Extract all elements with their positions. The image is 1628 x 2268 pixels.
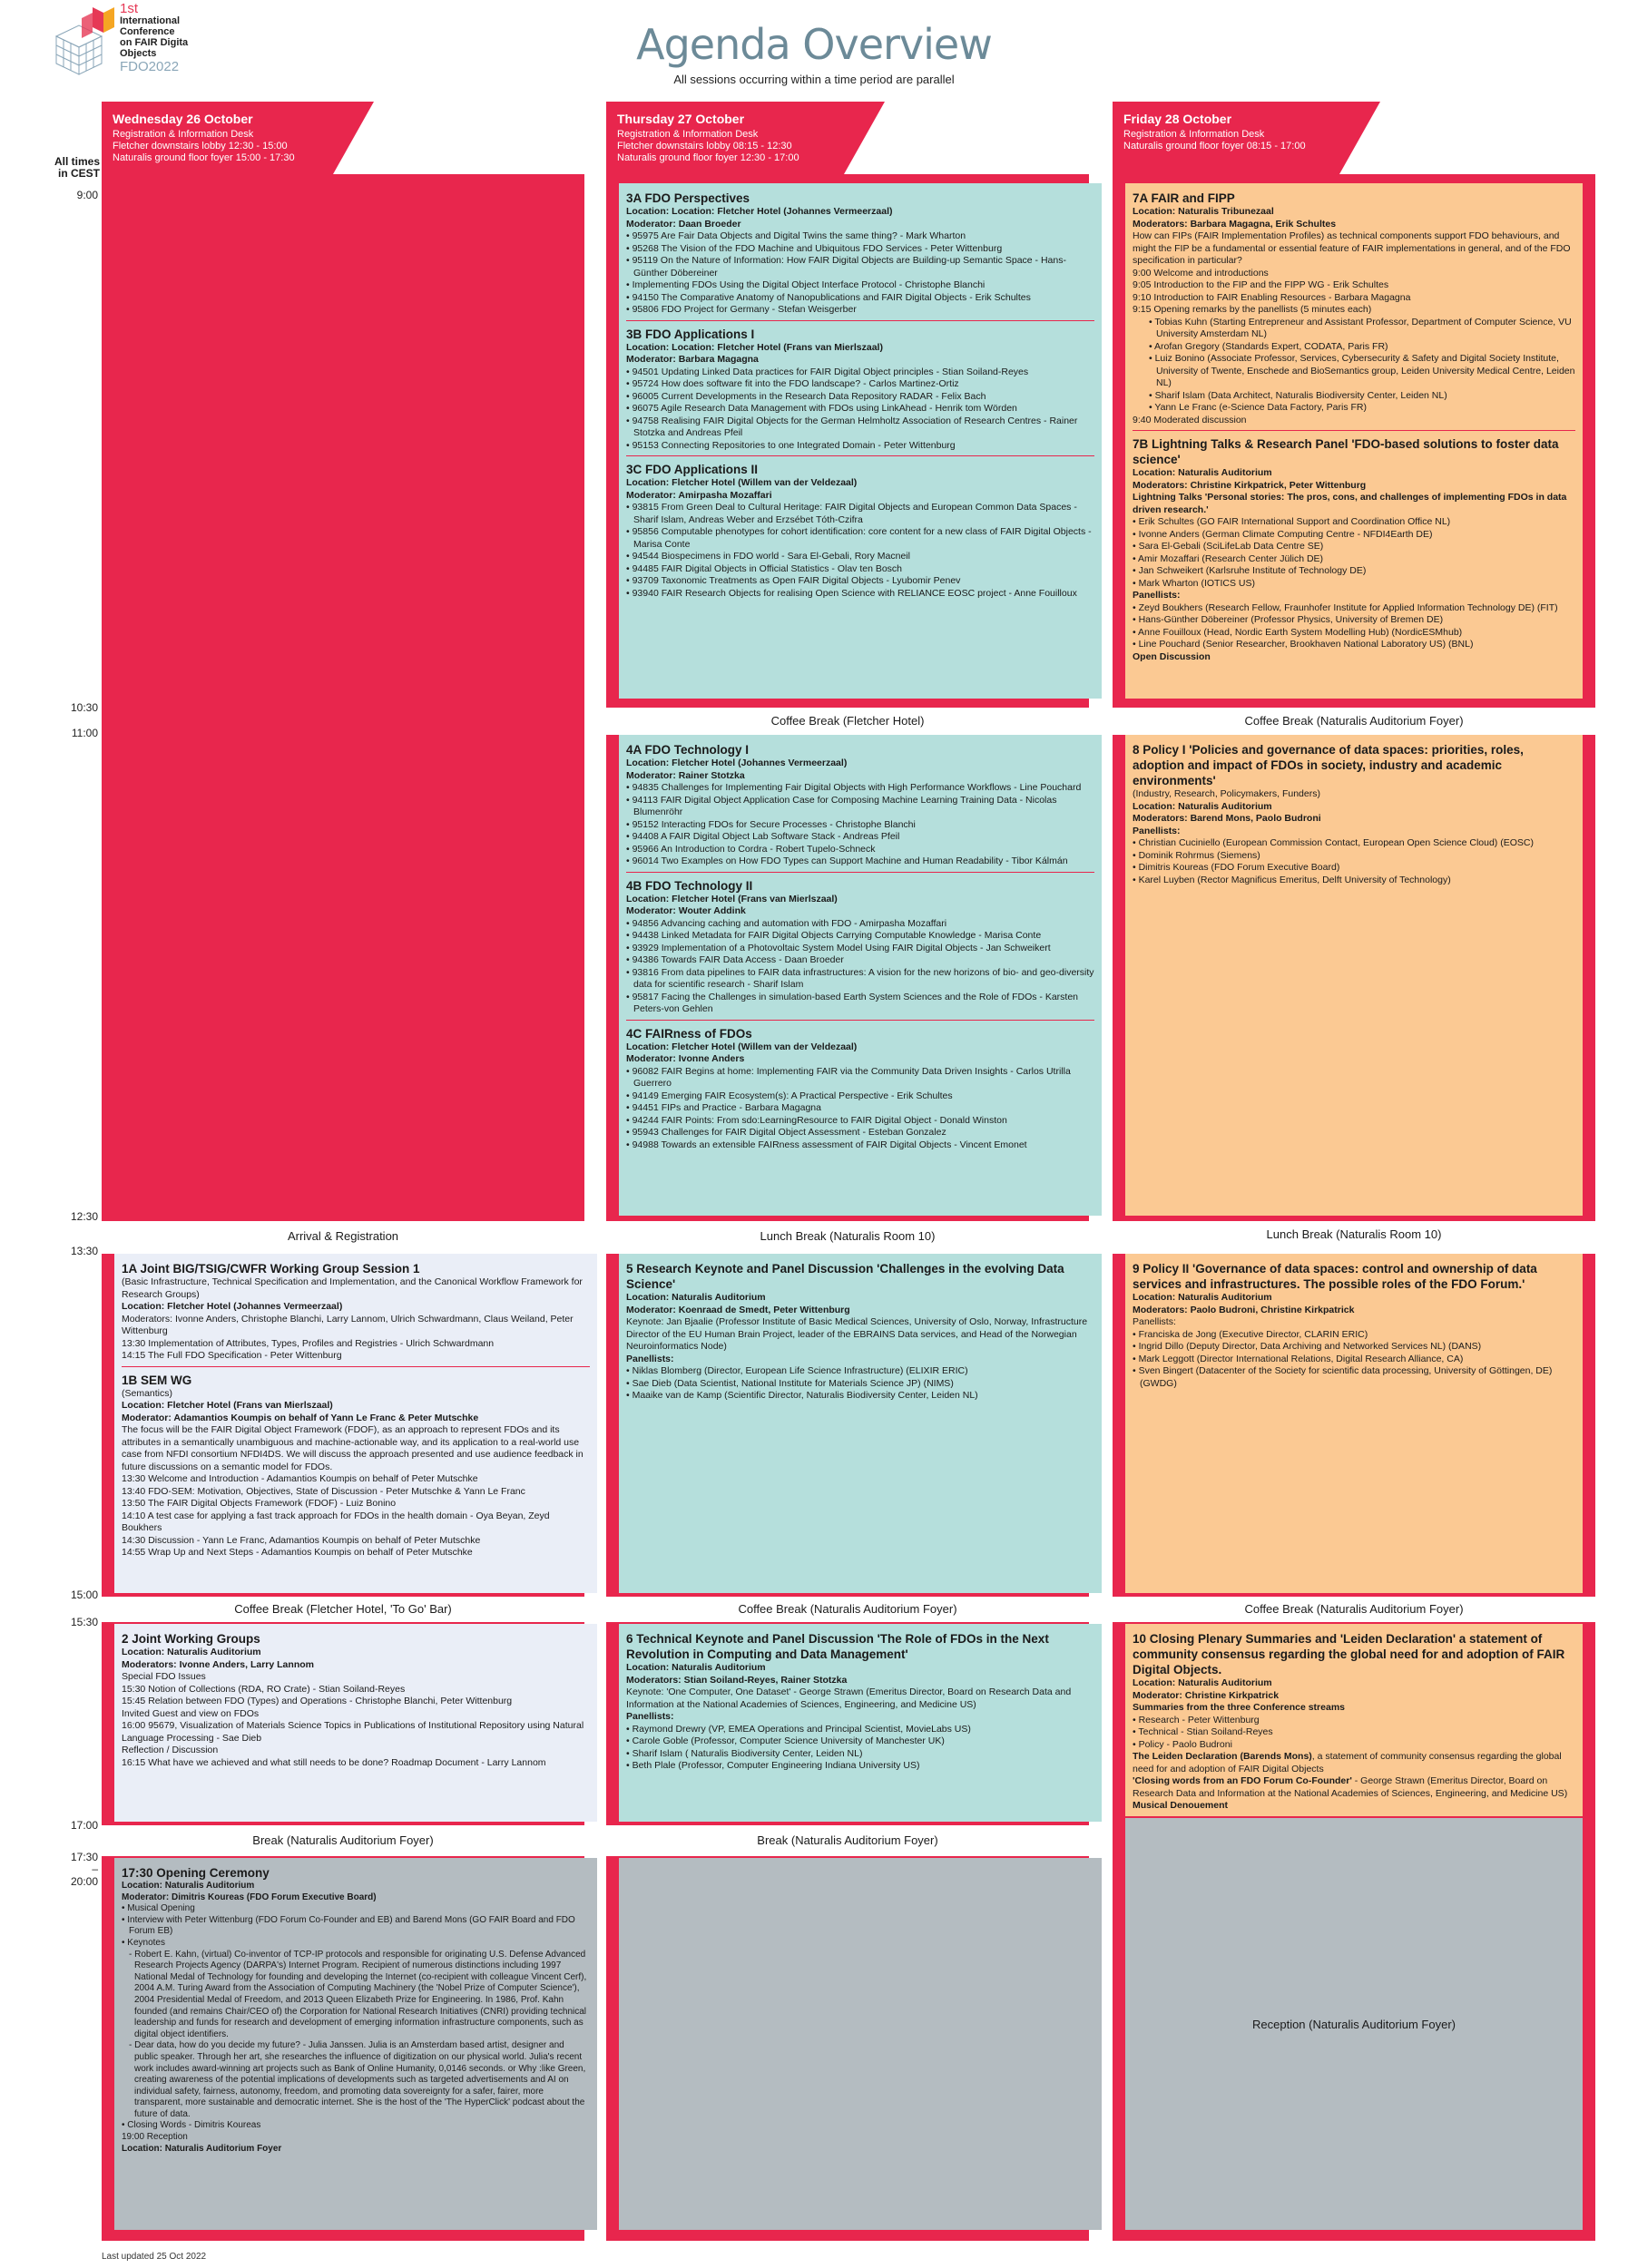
- talk-item: • 95119 On the Nature of Information: How FAIR Digital Objects are Building-up Semantic Space - Hans-Günther Döbereiner: [626, 255, 1094, 279]
- panellist-item: • Mark Leggott (Director International Relations, Digital Research Alliance, CA): [1133, 1354, 1575, 1366]
- panellist-item: • Tobias Kuhn (Starting Entrepreneur and Assistant Professor, Department of Computer Science, VU University Amsterdam NL): [1133, 317, 1575, 341]
- panellists-label: Panellists:: [1133, 1316, 1176, 1327]
- break-coffee-fri-am: Coffee Break (Naturalis Auditorium Foyer): [1113, 708, 1595, 735]
- day-info-line: Registration & Information Desk: [1123, 129, 1265, 140]
- session-block-8: [1125, 735, 1583, 1216]
- session-opening-ceremony: [122, 1865, 590, 2155]
- leiden-declaration: [1133, 1751, 1575, 1775]
- day-info-line: Fletcher downstairs lobby 08:15 - 12:30: [617, 141, 792, 152]
- time-0900: 9:00: [76, 189, 98, 201]
- agenda-line: 14:10 A test case for applying a fast track approach for FDOs in the health domain - Oya Beyan, Zeyd Boukhers: [122, 1510, 550, 1533]
- speaker-item: • Jan Schweikert (Karlsruhe Institute of Technology DE): [1133, 565, 1575, 578]
- agenda-line: Open Discussion: [1133, 650, 1211, 662]
- header-notch: [1339, 102, 1595, 174]
- talk-item: • 95153 Connecting Repositories to one Integrated Domain - Peter Wittenburg: [626, 440, 1094, 453]
- session-block-10: [1125, 1624, 1583, 1816]
- session-location: Location: Fletcher Hotel (Willem van der Veldezaal): [626, 1041, 858, 1052]
- session-intro: How can FIPs (FAIR Implementation Profiles) as technical components support FDO behaviours, and might the FIP be a fundamental or essential feature of FAIR implementations in general, and of the FDO specification in particular?: [1133, 230, 1571, 266]
- leiden-declaration-title: The Leiden Declaration (Barends Mons): [1133, 1751, 1312, 1762]
- session-moderator: Moderator: Daan Broeder: [626, 218, 741, 230]
- panellist-item: • Karel Luyben (Rector Magnificus Emeritus, Delft University of Technology): [1133, 875, 1575, 887]
- session-block-9: [1125, 1254, 1583, 1593]
- panellist-item: • Anne Fouilloux (Head, Nordic Earth System Modelling Hub) (NordicESMhub): [1133, 627, 1575, 640]
- agenda-line: 16:00 95679, Visualization of Materials Science Topics in Publications of Institutional Repository using Natural Language Processing - Sae Dieb: [122, 1720, 584, 1744]
- time-1530: 15:30: [70, 1616, 98, 1628]
- session-block-2: [114, 1624, 597, 1822]
- panellists-label: Panellists:: [626, 1353, 674, 1364]
- panellist-item: • Sharif Islam ( Naturalis Biodiversity Center, Leiden NL): [626, 1748, 1094, 1761]
- header-notch: [844, 102, 1089, 174]
- session-block-3abc: [619, 183, 1102, 699]
- session-title: 10 Closing Plenary Summaries and 'Leiden Declaration' a statement of community consensus regarding the global need for and adoption of FAIR Digital Objects.: [1133, 1632, 1565, 1677]
- talk-item: • 94113 FAIR Digital Object Application Case for Composing Machine Learning Training Data - Nicolas Blumenröhr: [626, 795, 1094, 819]
- session-block-opening: [114, 1858, 597, 2230]
- session-moderator: Moderators: Barbara Magagna, Erik Schultes: [1133, 218, 1337, 230]
- session-title: 4C FAIRness of FDOs: [626, 1026, 752, 1041]
- panellist-item: • Line Pouchard (Senior Researcher, Brookhaven National Laboratory US) (BNL): [1133, 639, 1575, 651]
- summary-item: • Technical - Stian Soiland-Reyes: [1133, 1726, 1575, 1739]
- talk-item: • 94501 Updating Linked Data practices for FAIR Digital Object principles - Stian Soiland-Reyes: [626, 367, 1094, 379]
- time-1100: 11:00: [71, 727, 98, 739]
- session-title: 7B Lightning Talks & Research Panel 'FDO-based solutions to foster data science': [1133, 437, 1559, 466]
- session-title: 8 Policy I 'Policies and governance of data spaces: priorities, roles, adoption and impact of FDOs in society, industry and academic environments': [1133, 743, 1524, 787]
- panellist-item: • Niklas Blomberg (Director, European Life Science Infrastructure) (ELIXIR ERIC): [626, 1365, 1094, 1378]
- summary-item: • Research - Peter Wittenburg: [1133, 1715, 1575, 1727]
- speaker-item: • Ivonne Anders (German Climate Computing Centre - NFDI4Earth DE): [1133, 529, 1575, 542]
- session-location: Location: Location: Fletcher Hotel (Johannes Vermeerzaal): [626, 206, 893, 217]
- session-keynote: Keynote: 'One Computer, One Dataset' - George Strawn (Emeritus Director, Board on Research Data and Information at the National Academies of Sciences, Engineering, and Medicine US): [626, 1686, 1072, 1710]
- panellist-item: • Franciska de Jong (Executive Director, CLARIN ERIC): [1133, 1329, 1575, 1342]
- session-moderators: Moderators: Ivonne Anders, Christophe Blanchi, Larry Lannom, Ulrich Schwardmann, Claus Weiland, Peter Wittenburg: [122, 1313, 574, 1336]
- time-2000: 20:00: [70, 1875, 98, 1888]
- day-info-line: Registration & Information Desk: [113, 129, 254, 140]
- agenda-item: • Musical Opening: [122, 1903, 590, 1915]
- session-moderator: Moderator: Koenraad de Smedt, Peter Wittenburg: [626, 1304, 850, 1315]
- speaker-item: • Erik Schultes (GO FAIR International Support and Coordination Office NL): [1133, 516, 1575, 529]
- day-title: Wednesday 26 October: [113, 112, 253, 126]
- speaker-item: • Amir Mozaffari (Research Center Jülich DE): [1133, 553, 1575, 566]
- break-thu-evening: Break (Naturalis Auditorium Foyer): [606, 1825, 1089, 1856]
- session-title: 2 Joint Working Groups: [122, 1632, 260, 1646]
- talk-item: • 93815 From Green Deal to Cultural Heritage: FAIR Digital Objects and European Common Data Spaces - Sharif Islam, Andreas Weber and Erzsébet Tóth-Czifra: [626, 502, 1094, 526]
- session-title: 3B FDO Applications I: [626, 327, 755, 341]
- agenda-item: • Closing Words - Dimitris Koureas: [122, 2120, 590, 2132]
- session-keynote: Keynote: Jan Bjaalie (Professor Institute of Basic Medical Sciences, University of Oslo, Norway, Infrastructure Director of the EU Human Brain Project, leader of the EBRAINS Data services, and Head of the Norwegian Neuroinformatics Node): [626, 1316, 1088, 1352]
- session-location: Location: Fletcher Hotel (Frans van Mierlszaal): [626, 893, 838, 904]
- day-header-friday: [1113, 102, 1317, 174]
- session-8: [1133, 742, 1575, 886]
- day-info-line: Naturalis ground floor foyer 15:00 - 17:30: [113, 152, 295, 163]
- break-lunch-fri: Lunch Break (Naturalis Room 10): [1113, 1221, 1595, 1254]
- day-title: Friday 28 October: [1123, 112, 1232, 126]
- panellists-label: Panellists:: [1133, 590, 1181, 601]
- session-description: The focus will be the FAIR Digital Object Framework (FDOF), as an approach to represent FDOs and its attributes in a semantically unambiguous and machine-actionable way, and its application to a real-world use case from NFDI consortium NFDI4DS. We will discuss the approach presented and use audience feedback in future discussions on a semantic model for FDOs.: [122, 1424, 584, 1472]
- logo-line-2: International: [120, 15, 181, 26]
- panellist-item: • Hans-Günther Döbereiner (Professor Physics, University of Bremen DE): [1133, 614, 1575, 627]
- session-title: 7A FAIR and FIPP: [1133, 191, 1235, 205]
- talk-item: • 94544 Biospecimens in FDO world - Sara El-Gebali, Rory Macneil: [626, 551, 1094, 563]
- talk-item: • 94451 FIPs and Practice - Barbara Magagna: [626, 1102, 1094, 1115]
- panellist-item: • Yann Le Franc (e-Science Data Factory, Paris FR): [1133, 402, 1575, 415]
- talk-item: • 94150 The Comparative Anatomy of Nanopublications and FAIR Digital Objects - Erik Schultes: [626, 292, 1094, 305]
- panellist-item: • Zeyd Boukhers (Research Fellow, Fraunhofer Institute for Applied Information Technology DE) (FIT): [1133, 602, 1575, 615]
- speaker-item: • Sara El-Gebali (SciLifeLab Data Centre SE): [1133, 541, 1575, 553]
- leiden-declaration-text: , a statement of community consensus regarding the global need for and adoption of FAIR Digital Objects: [1133, 1751, 1562, 1774]
- page-subtitle: All sessions occurring within a time period are parallel: [673, 73, 955, 86]
- agenda-line: 13:40 FDO-SEM: Motivation, Objectives, State of Discussion - Peter Mutschke & Yann Le Franc: [122, 1485, 525, 1497]
- session-1a: [122, 1261, 590, 1363]
- break-lunch-thu: Lunch Break (Naturalis Room 10): [606, 1221, 1089, 1254]
- talk-item: • 96014 Two Examples on How FDO Types can Support Machine and Human Readability - Tibor Kálmán: [626, 855, 1094, 868]
- session-location: Location: Naturalis Auditorium: [122, 1647, 261, 1657]
- talk-item: • 94835 Challenges for Implementing Fair Digital Objects with High Performance Workflows - Line Pouchard: [626, 782, 1094, 795]
- session-block-6: [619, 1624, 1102, 1822]
- session-location: Location: Naturalis Auditorium: [626, 1292, 766, 1303]
- talk-item: • 95806 FDO Project for Germany - Stefan Weisgerber: [626, 304, 1094, 317]
- agenda-line: 15:30 Notion of Collections (RDA, RO Crate) - Stian Soiland-Reyes: [122, 1683, 406, 1695]
- panellist-item: • Maaike van de Kamp (Scientific Director, Naturalis Biodiversity Center, Leiden NL): [626, 1390, 1094, 1403]
- session-moderator: Moderator: Christine Kirkpatrick: [1133, 1689, 1280, 1701]
- session-location: Location: Naturalis Auditorium: [626, 1662, 766, 1673]
- agenda-line: 9:40 Moderated discussion: [1133, 414, 1247, 425]
- session-title: 1B SEM WG: [122, 1373, 192, 1387]
- session-subtitle: (Industry, Research, Policymakers, Funders): [1133, 788, 1320, 799]
- time-1030: 10:30: [70, 701, 98, 714]
- session-location: Location: Fletcher Hotel (Frans van Mierlszaal): [122, 1400, 333, 1411]
- talk-item: • 96075 Agile Research Data Management with FDOs using LinkAhead - Henrik tom Wörden: [626, 403, 1094, 415]
- talk-item: • 94408 A FAIR Digital Object Lab Software Stack - Andreas Pfeil: [626, 831, 1094, 844]
- session-location: Location: Fletcher Hotel (Willem van der Veldezaal): [626, 477, 858, 488]
- session-moderator: Moderator: Dimitris Koureas (FDO Forum Executive Board): [122, 1892, 377, 1902]
- header-notch: [333, 102, 584, 174]
- session-7a: [1133, 191, 1575, 426]
- session-title: 5 Research Keynote and Panel Discussion 'Challenges in the evolving Data Science': [626, 1262, 1064, 1291]
- logo-line-5: Objects: [120, 48, 157, 59]
- agenda-line: 13:30 Implementation of Attributes, Types, Profiles and Registries - Ulrich Schwardmann: [122, 1337, 495, 1349]
- session-block-1ab: [114, 1254, 597, 1593]
- agenda-line: Invited Guest and view on FDOs: [122, 1707, 260, 1719]
- agenda-line: 14:30 Discussion - Yann Le Franc, Adamantios Koumpis on behalf of Peter Mutschke: [122, 1534, 481, 1546]
- session-location: Location: Naturalis Auditorium: [1133, 467, 1272, 478]
- speaker-item: • Mark Wharton (IOTICS US): [1133, 578, 1575, 591]
- talk-item: • 96082 FAIR Begins at home: Implementing FAIR via the Community Data Driven Insights - Carlos Utrilla Guerrero: [626, 1066, 1094, 1090]
- panellist-item: • Christian Cuciniello (European Commission Contact, European Open Science Cloud) (EOSC): [1133, 837, 1575, 850]
- session-title: 4A FDO Technology I: [626, 743, 750, 757]
- lightning-heading: Lightning Talks 'Personal stories: The pros, cons, and challenges of implementing FDOs in data driven research.': [1133, 492, 1567, 515]
- session-moderator: Moderator: Wouter Addink: [626, 905, 746, 916]
- session-5: [626, 1261, 1094, 1403]
- session-3c: [626, 455, 1094, 600]
- break-coffee-thu-am: Coffee Break (Fletcher Hotel): [606, 708, 1089, 735]
- panellist-item: • Sae Dieb (Data Scientist, National Institute for Materials Science JP) (NIMS): [626, 1378, 1094, 1391]
- session-location: Location: Fletcher Hotel (Johannes Vermeerzaal): [626, 758, 848, 768]
- session-location: Location: Naturalis Auditorium Foyer: [122, 2143, 282, 2154]
- session-title: 3A FDO Perspectives: [626, 191, 750, 205]
- time-1700: 17:00: [70, 1819, 98, 1832]
- session-4c: [626, 1020, 1094, 1152]
- session-moderator: Moderator: Amirpasha Mozaffari: [626, 489, 772, 501]
- session-block-4abc: [619, 735, 1102, 1216]
- panellists-label: Panellists:: [1133, 825, 1181, 836]
- talk-item: • Implementing FDOs Using the Digital Object Interface Protocol - Christophe Blanchi: [626, 279, 1094, 292]
- panellist-item: • Dominik Rohrmus (Siemens): [1133, 850, 1575, 863]
- session-moderator: Moderators: Paolo Budroni, Christine Kirkpatrick: [1133, 1304, 1355, 1315]
- session-4a: [626, 742, 1094, 868]
- talk-item: • 94758 Realising FAIR Digital Objects for the German Helmholtz Association of Research Centres - Rainer Stotzka and Andreas Pfeil: [626, 415, 1094, 440]
- panellist-item: • Arofan Gregory (Standards Expert, CODATA, Paris FR): [1133, 341, 1575, 354]
- session-moderator: Moderators: Christine Kirkpatrick, Peter Wittenburg: [1133, 479, 1367, 491]
- session-9: [1133, 1261, 1575, 1390]
- keynote-item: - Dear data, how do you decide my future? - Julia Janssen. Julia is an Amsterdam based artist, designer and public speaker. Through her art, she researches the influence of digitization on our physical world. Julia's recent work includes award-winning art projects such as Bank of Online Humanity, 0,0146 seconds. or Why :like Green, creating awareness of the potential implications of developments such as targeted advertisements and AI on individual safety, fairness, autonomy, freedom, and promoting data sovereignty for a safer, fairer, more transparent, more sustainable and democratic internet. She is the host of the 'The HyperClick' podcast about the future of data.: [129, 2040, 586, 2119]
- agenda-item: • Keynotes: [122, 1938, 590, 1950]
- panellist-item: • Beth Plale (Professor, Computer Engineering Indiana University US): [626, 1760, 1094, 1773]
- break-wed-evening: Break (Naturalis Auditorium Foyer): [102, 1825, 584, 1856]
- talk-item: • 95268 The Vision of the FDO Machine and Ubiquitous FDO Services - Peter Wittenburg: [626, 243, 1094, 256]
- agenda-item: • Interview with Peter Wittenburg (FDO Forum Co-Founder and EB) and Barend Mons (GO FAIR Board and FDO Forum EB): [122, 1915, 590, 1938]
- agenda-line: 9:05 Introduction to the FIP and the FIPP WG - Erik Schultes: [1133, 279, 1389, 290]
- session-1b: [122, 1366, 590, 1559]
- talk-item: • 94244 FAIR Points: From sdo:LearningResource to FAIR Digital Object - Donald Winston: [626, 1115, 1094, 1128]
- session-moderator: Moderators: Ivonne Anders, Larry Lannom: [122, 1658, 314, 1670]
- time-dash: –: [92, 1862, 98, 1875]
- keynote-text: Robert E. Kahn, (virtual) Co-inventor of TCP-IP protocols and responsible for originating U.S. Defense Advanced Research Projects Agency (DARPA's) Internet Program. Recipient of numerous distinctions including 1997 National Medal of Technology for founding and developing the Internet (co-recipient with colleague Vincent Cerf), 2004 A.M. Turing Award from the Association of Computing Machinery (the 'Nobel Prize of Computer Science'), 2004 Presidential Medal of Freedom, and 2013 Queen Elizabeth Prize for Engineering. In 1986, Prof. Kahn founded (and remains Chair/CEO of) the Corporation for National Research Initiatives (CNRI) providing technical leadership and funds for research and development of emerging information infrastructure components, such as digital object identifiers.: [134, 1949, 587, 2039]
- logo-brand: FDO2022: [120, 59, 180, 74]
- session-3b: [626, 320, 1094, 453]
- agenda-line: 14:15 The Full FDO Specification - Peter Wittenburg: [122, 1350, 342, 1361]
- talk-item: • 95817 Facing the Challenges in simulation-based Earth System Sciences and the Role of FDOs - Karsten Peters-von Gehlen: [626, 992, 1094, 1016]
- agenda-line: 14:55 Wrap Up and Next Steps - Adamantios Koumpis on behalf of Peter Mutschke: [122, 1547, 473, 1558]
- session-subtitle: (Basic Infrastructure, Technical Specification and Implementation, and the Canonical Workflow Framework for Research Groups): [122, 1276, 583, 1300]
- session-moderator: Moderators: Stian Soiland-Reyes, Rainer Stotzka: [626, 1674, 848, 1686]
- closing-words-title: 'Closing words from an FDO Forum Co-Founder': [1133, 1775, 1352, 1786]
- talk-item: • 94856 Advancing caching and automation with FDO - Amirpasha Mozaffari: [626, 918, 1094, 931]
- keynote-text: Dear data, how do you decide my future? - Julia Janssen. Julia is an Amsterdam based artist, designer and public speaker. Through her art, she researches the influence of digitization on our physical world. Julia's recent work includes award-winning art projects such as Bank of Online Humanity, 0,0146 seconds. or Why :like Green, creating awareness of the potential implications of developments such as targeted advertisements and AI on individual safety, fairness, autonomy, freedom, and promoting data sovereignty for a safer, fairer, more transparent, more sustainable and democratic internet. She is the host of the 'The HyperClick' podcast about the future of data.: [134, 2040, 586, 2119]
- day-header-wednesday: [102, 102, 306, 174]
- logo-line-3: Conference: [120, 26, 175, 37]
- session-moderator: Moderator: Adamantios Koumpis on behalf of Yann Le Franc & Peter Mutschke: [122, 1412, 479, 1423]
- talk-item: • 93816 From data pipelines to FAIR data infrastructures: A vision for the new horizons of bio- and geo-diversity data for scientific research - Sharif Islam: [626, 967, 1094, 992]
- talk-item: • 95975 Are Fair Data Objects and Digital Twins the same thing? - Mark Wharton: [626, 230, 1094, 243]
- talk-item: • 94438 Linked Metadata for FAIR Digital Objects Carrying Computable Knowledge - Marisa Conte: [626, 930, 1094, 943]
- keynote-item: - Robert E. Kahn, (virtual) Co-inventor of TCP-IP protocols and responsible for originating U.S. Defense Advanced Research Projects Agency (DARPA's) Internet Program. Recipient of numerous distinctions including 1997 National Medal of Technology for founding and developing the Internet (co-recipient with colleague Vincent Cerf), 2004 A.M. Turing Award from the Association of Computing Machinery (the 'Nobel Prize of Computer Science'), 2004 Presidential Medal of Freedom, and 2013 Queen Elizabeth Prize for Engineering. In 1986, Prof. Kahn founded (and remains Chair/CEO of) the Corporation for National Research Initiatives (CNRI) providing technical leadership and funds for research and development of emerging information infrastructure components, such as digital object identifiers.: [129, 1949, 587, 2039]
- day-info-line: Naturalis ground floor foyer 12:30 - 17:00: [617, 152, 799, 163]
- session-10: [1133, 1631, 1575, 1813]
- talk-item: • 95856 Computable phenotypes for cohort identification: core content for a new class of FAIR Digital Objects - Marisa Conte: [626, 526, 1094, 551]
- time-1500: 15:00: [70, 1589, 98, 1601]
- talk-item: • 93709 Taxonomic Treatments as Open FAIR Digital Objects - Lyubomir Penev: [626, 575, 1094, 588]
- panellist-item: • Dimitris Koureas (FDO Forum Executive Board): [1133, 862, 1575, 875]
- session-moderator: Moderators: Barend Mons, Paolo Budroni: [1133, 813, 1321, 824]
- musical-denouement: Musical Denouement: [1133, 1800, 1229, 1811]
- session-location: Location: Location: Fletcher Hotel (Frans van Mierlszaal): [626, 341, 883, 353]
- agenda-line: 13:50 The FAIR Digital Objects Framework (FDOF) - Luiz Bonino: [122, 1498, 397, 1509]
- session-location: Location: Fletcher Hotel (Johannes Vermeerzaal): [122, 1301, 343, 1312]
- session-title: 17:30 Opening Ceremony: [122, 1866, 270, 1880]
- summaries-heading: Summaries from the three Conference streams: [1133, 1702, 1345, 1713]
- talk-item: • 95943 Challenges for FAIR Digital Object Assessment - Esteban Gonzalez: [626, 1127, 1094, 1139]
- talk-item: • 94149 Emerging FAIR Ecosystem(s): A Practical Perspective - Erik Schultes: [626, 1090, 1094, 1103]
- session-title: 3C FDO Applications II: [626, 463, 759, 476]
- break-coffee-thu-pm: Coffee Break (Naturalis Auditorium Foyer): [606, 1597, 1089, 1622]
- closing-words-text: - George Strawn (Emeritus Director, Board on Research Data and Information at the National Academies of Sciences, Engineering, and Medicine US): [1133, 1775, 1568, 1799]
- session-2: [122, 1631, 590, 1769]
- break-coffee-fri-pm: Coffee Break (Naturalis Auditorium Foyer): [1113, 1597, 1595, 1622]
- agenda-line: Reflection / Discussion: [122, 1745, 219, 1755]
- session-location: Location: Naturalis Auditorium: [1133, 800, 1272, 812]
- timezone-label: All times in CEST: [54, 155, 100, 180]
- agenda-line: 9:00 Welcome and introductions: [1133, 267, 1269, 279]
- closing-words: [1133, 1775, 1575, 1800]
- session-location: Location: Naturalis Auditorium: [1133, 1677, 1272, 1688]
- session-moderator: Moderator: Ivonne Anders: [626, 1053, 745, 1064]
- agenda-line: 13:30 Welcome and Introduction - Adamantios Koumpis on behalf of Peter Mutschke: [122, 1473, 478, 1484]
- day-info-line: Fletcher downstairs lobby 12:30 - 15:00: [113, 141, 288, 152]
- panellist-item: • Raymond Drewry (VP, EMEA Operations and Principal Scientist, MovieLabs US): [626, 1724, 1094, 1736]
- time-1230: 12:30: [70, 1210, 98, 1223]
- time-1330: 13:30: [70, 1245, 98, 1257]
- session-title: 6 Technical Keynote and Panel Discussion 'The Role of FDOs in the Next Revolution in Computing and Data Management': [626, 1632, 1049, 1661]
- panellist-item: • Ingrid Dillo (Deputy Director, Data Archiving and Networked Services NL) (DANS): [1133, 1341, 1575, 1354]
- talk-item: • 94386 Towards FAIR Data Access - Daan Broeder: [626, 954, 1094, 967]
- talk-item: • 93929 Implementation of a Photovoltaic System Model Using FAIR Digital Objects - Jan Schweikert: [626, 943, 1094, 955]
- panellist-item: • Sven Bingert (Datacenter of the Society for scientific data processing, University of Göttingen, DE) (GWDG): [1133, 1365, 1575, 1390]
- agenda-line: 16:15 What have we achieved and what still needs to be done? Roadmap Document - Larry Lannom: [122, 1756, 546, 1768]
- agenda-line: 19:00 Reception: [122, 2132, 188, 2143]
- session-subtitle: (Semantics): [122, 1387, 173, 1399]
- session-moderator: Moderator: Rainer Stotzka: [626, 769, 745, 781]
- session-location: Location: Naturalis Auditorium: [122, 1881, 255, 1891]
- panellist-item: • Sharif Islam (Data Architect, Naturalis Biodiversity Center, Leiden NL): [1133, 390, 1575, 403]
- logo-line-1: 1st: [120, 1, 139, 16]
- session-3a: [626, 191, 1094, 317]
- talk-item: • 95724 How does software fit into the FDO landscape? - Carlos Martinez-Ortiz: [626, 378, 1094, 391]
- talk-item: • 96005 Current Developments in the Research Data Repository RADAR - Felix Bach: [626, 391, 1094, 404]
- last-updated: Last updated 25 Oct 2022: [102, 2252, 207, 2262]
- session-title: 1A Joint BIG/TSIG/CWFR Working Group Session 1: [122, 1262, 420, 1276]
- session-block-7ab: [1125, 183, 1583, 699]
- break-arrival-wed: Arrival & Registration: [102, 1221, 584, 1254]
- talk-item: • 93940 FAIR Research Objects for realising Open Science with RELIANCE EOSC project - Anne Fouilloux: [626, 588, 1094, 601]
- break-coffee-wed-pm: Coffee Break (Fletcher Hotel, 'To Go' Bar): [102, 1597, 584, 1622]
- panellist-item: • Carole Goble (Professor, Computer Science University of Manchester UK): [626, 1735, 1094, 1748]
- summary-item: • Policy - Paolo Budroni: [1133, 1739, 1575, 1752]
- agenda-line: 15:45 Relation between FDO (Types) and Operations - Christophe Blanchi, Peter Wittenburg: [122, 1696, 513, 1706]
- talk-item: • 95966 An Introduction to Cordra - Robert Tupelo-Schneck: [626, 844, 1094, 856]
- reception-fri: Reception (Naturalis Auditorium Foyer): [1125, 1818, 1583, 2230]
- day-info-line: Naturalis ground floor foyer 08:15 - 17:00: [1123, 141, 1306, 152]
- talk-item: • 95152 Interacting FDOs for Secure Processes - Christophe Blanchi: [626, 819, 1094, 832]
- day-info-line: Registration & Information Desk: [617, 129, 759, 140]
- session-block-5: [619, 1254, 1102, 1593]
- logo-line-4: on FAIR Digita: [120, 37, 189, 48]
- day-header-thursday: [606, 102, 810, 174]
- session-location: Location: Naturalis Auditorium: [1133, 1292, 1272, 1303]
- talk-item: • 94988 Towards an extensible FAIRness assessment of FAIR Digital Objects - Vincent Emonet: [626, 1139, 1094, 1152]
- agenda-line: 9:10 Introduction to FAIR Enabling Resources - Barbara Magagna: [1133, 291, 1411, 303]
- time-1730: 17:30: [70, 1851, 98, 1863]
- session-location: Location: Naturalis Tribunezaal: [1133, 206, 1274, 217]
- panellist-item: • Luiz Bonino (Associate Professor, Services, Cybersecurity & Safety and Digital Society Institute, University of Twente, Enschede and BioSemantics group, Leiden University Medical Centre, Leiden NL): [1133, 353, 1575, 390]
- session-6: [626, 1631, 1094, 1773]
- agenda-line: Special FDO Issues: [122, 1671, 206, 1682]
- day-title: Thursday 27 October: [617, 112, 745, 126]
- session-title: 9 Policy II 'Governance of data spaces: control and ownership of data services and infrastructures. The possible roles of the FDO Forum.': [1133, 1262, 1537, 1291]
- talk-item: • 94485 FAIR Digital Objects in Official Statistics - Olav ten Bosch: [626, 563, 1094, 576]
- session-7b: [1133, 430, 1575, 663]
- panellists-label: Panellists:: [626, 1711, 674, 1722]
- session-block-thu-evening: [619, 1858, 1102, 2230]
- agenda-line: 9:15 Opening remarks by the panellists (5 minutes each): [1133, 304, 1372, 315]
- session-moderator: Moderator: Barbara Magagna: [626, 354, 759, 365]
- session-4b: [626, 872, 1094, 1016]
- page-title: Agenda Overview: [636, 20, 992, 69]
- session-title: 4B FDO Technology II: [626, 878, 753, 893]
